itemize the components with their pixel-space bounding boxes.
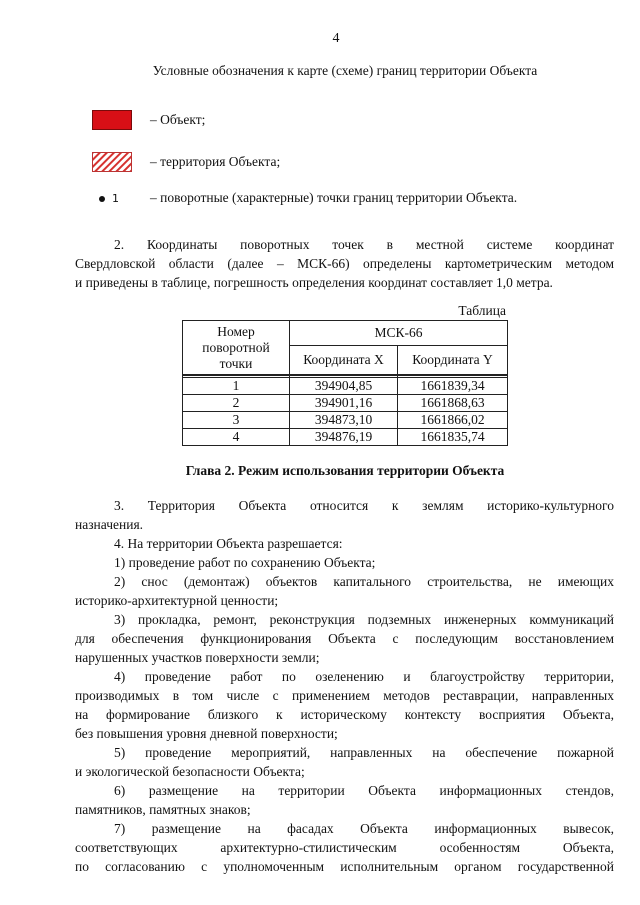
coordinate-y: 1661835,74	[398, 429, 508, 446]
table-caption: Таблица	[458, 303, 506, 318]
table-row	[183, 429, 508, 446]
paragraph-line: 4. На территории Объекта разрешается:	[114, 536, 343, 551]
paragraph-line: 3. Территория Объекта относится к землям историко-культурного	[114, 498, 614, 513]
paragraph-line: назначения.	[75, 517, 144, 532]
legend-label: – поворотные (характерные) точки границ территории Объекта.	[150, 190, 518, 205]
paragraph-line: историко-архитектурной ценности;	[75, 593, 279, 608]
paragraph-line: для обеспечения функционирования Объекта с последующим восстановлением	[75, 631, 614, 646]
header-x: Координата X	[290, 346, 398, 376]
paragraph-line: и экологической безопасности Объекта;	[75, 764, 305, 779]
header-point-number	[183, 321, 290, 376]
paragraph-line: 5) проведение мероприятий, направленных на обеспечение пожарной	[114, 745, 614, 760]
coordinate-y: 1661866,02	[398, 412, 508, 429]
paragraph-line: и приведены в таблице, погрешность определения координат составляет 1,0 метра.	[75, 275, 553, 290]
paragraph-line: без повышения уровня дневной поверхности;	[75, 726, 338, 741]
object-fill-icon	[92, 110, 132, 130]
paragraph-line: 7) размещение на фасадах Объекта информационных вывесок,	[114, 821, 614, 836]
point-number: 4	[183, 429, 290, 446]
legend-title: Условные обозначения к карте (схеме) границ территории Объекта	[152, 63, 538, 78]
header-point-line: Номер	[217, 323, 255, 339]
legend-label: – территория Объекта;	[150, 154, 281, 169]
paragraph-line: нарушенных участков поверхности земли;	[75, 650, 320, 665]
chapter-2-body	[75, 496, 614, 876]
header-y: Координата Y	[398, 346, 508, 376]
coordinate-x: 394873,10	[290, 412, 398, 429]
table-row	[183, 395, 508, 412]
paragraph-line: производимых в том числе с применением методов реставрации, направленных	[75, 688, 614, 703]
coordinate-x: 394904,85	[290, 378, 398, 395]
page-number: 4	[332, 31, 340, 46]
coordinate-y: 1661868,63	[398, 395, 508, 412]
paragraph-line: 3) прокладка, ремонт, реконструкция подземных инженерных коммуникаций	[114, 612, 614, 627]
turning-point-icon	[98, 193, 106, 203]
paragraph-line: 2. Координаты поворотных точек в местной системе координат	[114, 237, 614, 252]
chapter-title: Глава 2. Режим использования территории Объекта	[185, 463, 505, 478]
point-number: 1	[183, 378, 290, 395]
table-row	[183, 378, 508, 395]
coordinate-y: 1661839,34	[398, 378, 508, 395]
legend-item-turning-point	[92, 185, 518, 211]
legend-item-object	[92, 107, 206, 133]
legend-item-territory	[92, 149, 281, 175]
paragraph-line: по согласованию с уполномоченным исполнительным органом государственной	[75, 859, 614, 874]
legend-label: – Объект;	[150, 112, 206, 127]
territory-hatch-icon	[92, 152, 132, 172]
header-point-line: поворотной	[202, 339, 270, 355]
paragraph-line: соответствующих архитектурно-стилистическим особенностям Объекта,	[75, 840, 614, 855]
paragraph-line: памятников, памятных знаков;	[75, 802, 251, 817]
paragraph-line: 4) проведение работ по озеленению и благоустройству территории,	[114, 669, 614, 684]
paragraph-line: 1) проведение работ по сохранению Объекта;	[114, 555, 376, 570]
paragraph-line: Свердловской области (далее – МСК-66) определены картометрическим методом	[75, 256, 614, 271]
coordinates-table	[182, 320, 508, 446]
paragraph-line: на формирование близкого к историческому контексту восприятия Объекта,	[75, 707, 614, 722]
header-coordinate-system: МСК-66	[290, 321, 508, 346]
paragraph-line: 2) снос (демонтаж) объектов капитального строительства, не имеющих	[114, 574, 614, 589]
coordinate-x: 394901,16	[290, 395, 398, 412]
paragraph-line: 6) размещение на территории Объекта информационных стендов,	[114, 783, 614, 798]
point-number: 3	[183, 412, 290, 429]
turning-point-number: 1	[112, 191, 119, 205]
table-row	[183, 412, 508, 429]
coordinate-x: 394876,19	[290, 429, 398, 446]
header-point-line: точки	[219, 355, 253, 371]
point-number: 2	[183, 395, 290, 412]
section-2-paragraph	[75, 235, 614, 292]
